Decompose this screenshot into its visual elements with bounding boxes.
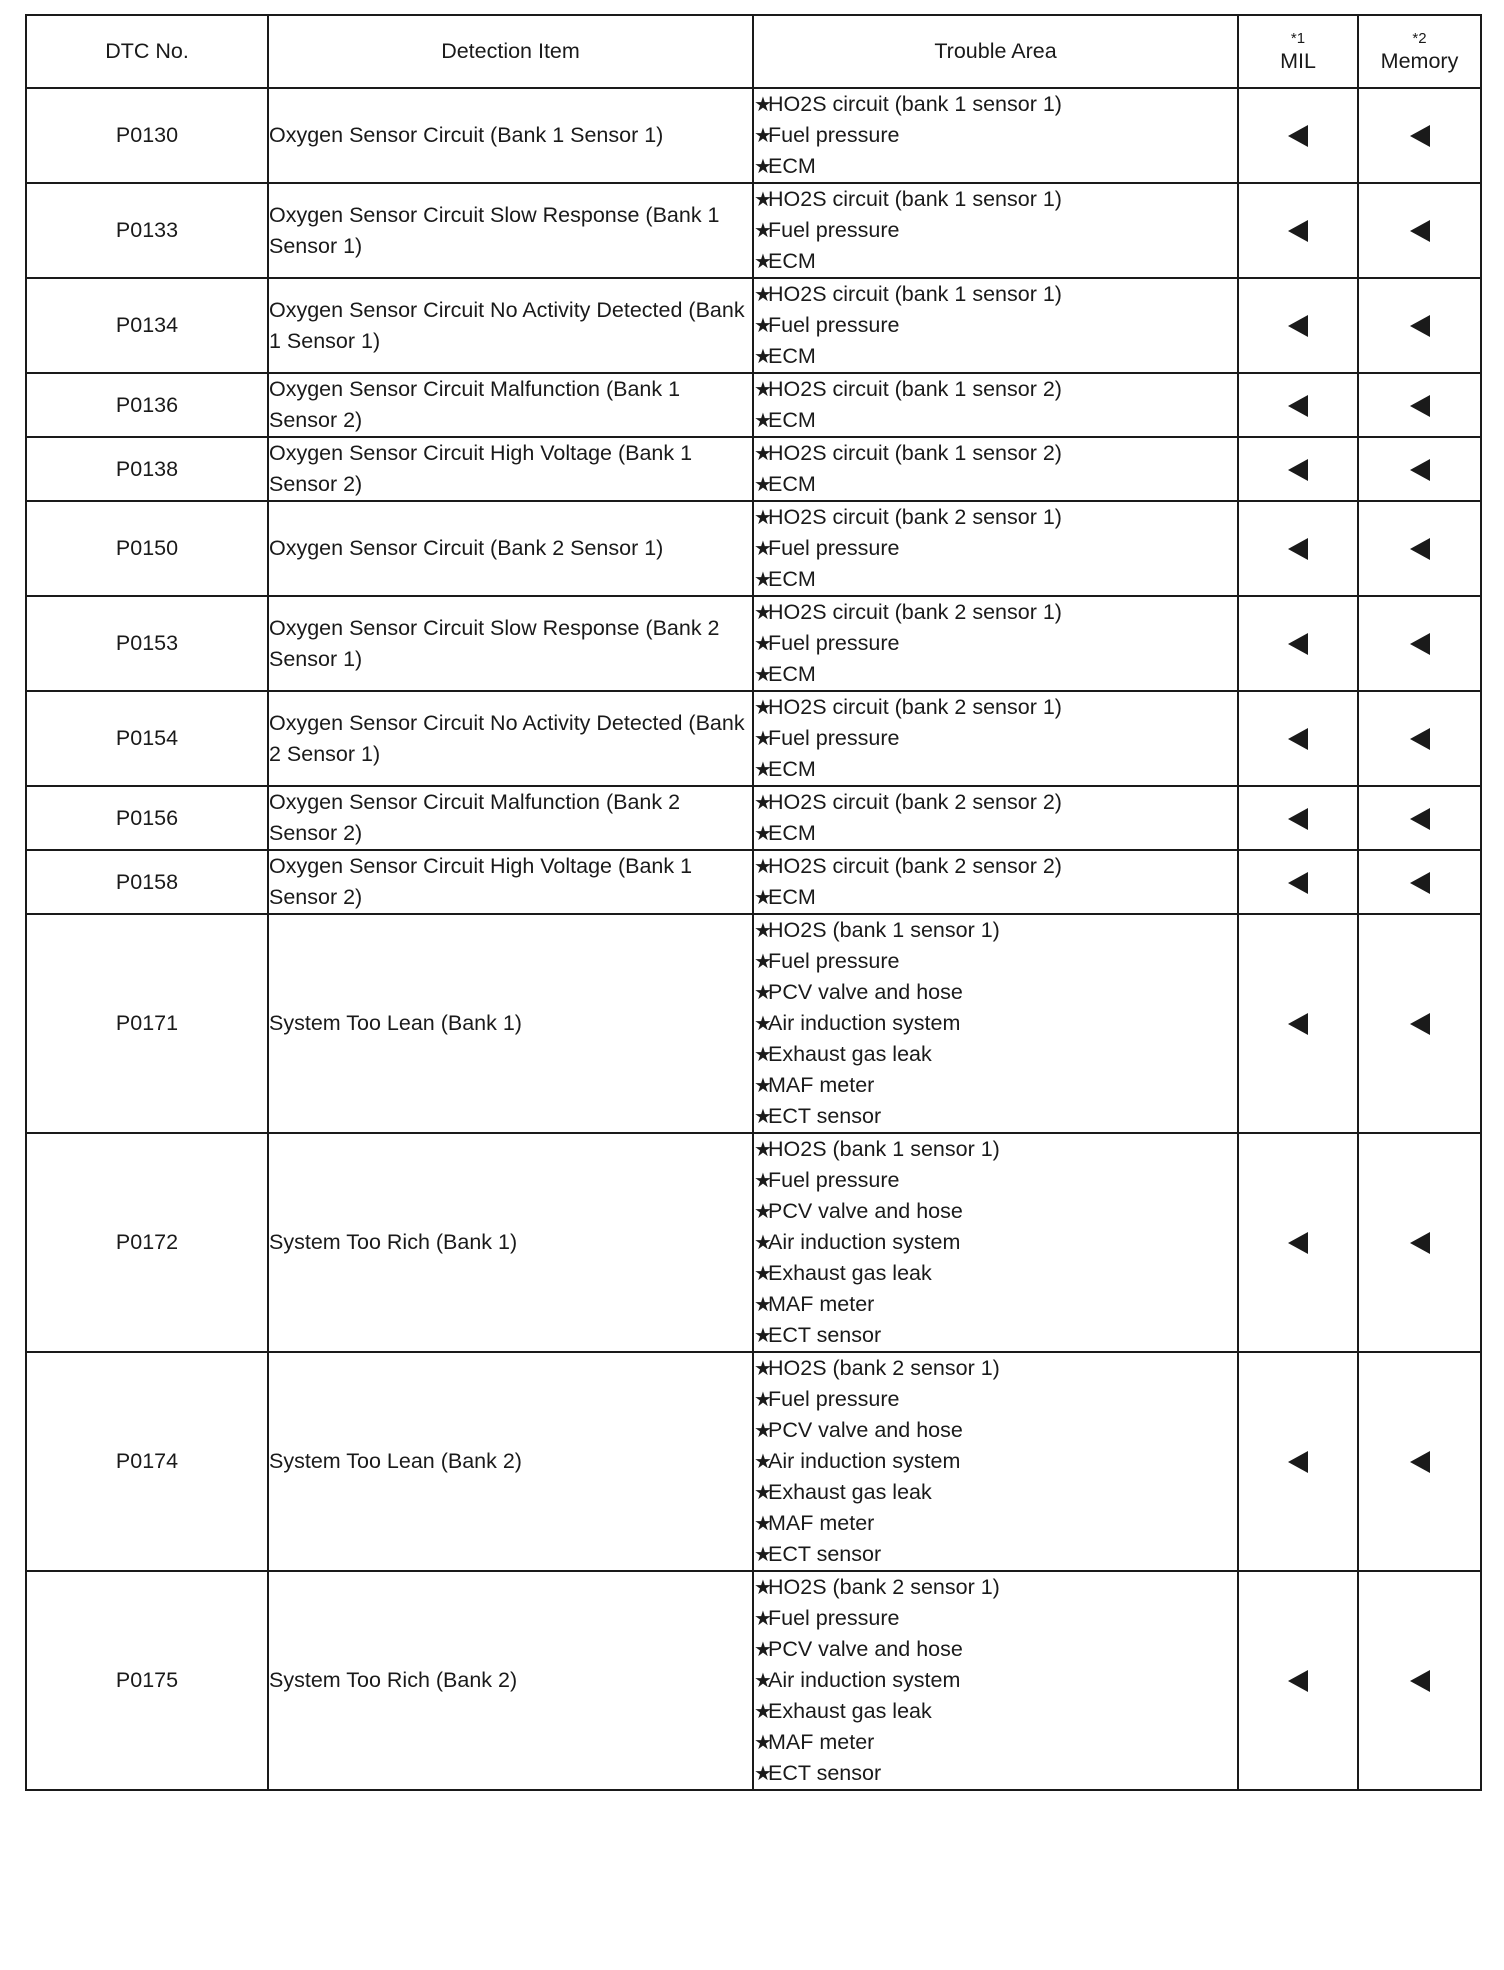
trouble-area-text: Fuel pressure: [768, 726, 900, 750]
trouble-area-item: [754, 754, 1237, 785]
star-bullet-icon: ★: [754, 569, 772, 591]
trouble-area-text: ECM: [768, 249, 816, 273]
left-triangle-icon: [1410, 1670, 1430, 1692]
trouble-area-item: [754, 1665, 1237, 1696]
trouble-area-item: [754, 1039, 1237, 1070]
star-bullet-icon: ★: [754, 1358, 772, 1380]
trouble-area-item: [754, 787, 1237, 818]
trouble-area-list: [753, 1133, 1238, 1352]
trouble-area-text: ECM: [768, 408, 816, 432]
detection-item: System Too Lean (Bank 2): [268, 1352, 753, 1571]
star-bullet-icon: ★: [754, 792, 772, 814]
mil-indicator: [1238, 914, 1358, 1133]
memory-indicator: [1358, 437, 1481, 501]
trouble-area-text: HO2S circuit (bank 1 sensor 2): [768, 441, 1062, 465]
header-trouble-area-label: Trouble Area: [934, 39, 1057, 63]
left-triangle-icon: [1410, 633, 1430, 655]
table-row: [26, 278, 1481, 373]
memory-indicator: [1358, 786, 1481, 850]
star-bullet-icon: ★: [754, 410, 772, 432]
memory-indicator: [1358, 596, 1481, 691]
trouble-area-item: [754, 1070, 1237, 1101]
trouble-area-item: [754, 1415, 1237, 1446]
trouble-area-text: HO2S circuit (bank 1 sensor 1): [768, 92, 1062, 116]
trouble-area-item: [754, 502, 1237, 533]
trouble-area-text: PCV valve and hose: [768, 1199, 963, 1223]
trouble-area-text: Fuel pressure: [768, 1387, 900, 1411]
star-bullet-icon: ★: [754, 507, 772, 529]
star-bullet-icon: ★: [754, 982, 772, 1004]
trouble-area-text: Exhaust gas leak: [768, 1480, 932, 1504]
left-triangle-icon: [1410, 459, 1430, 481]
trouble-area-item: [754, 1353, 1237, 1384]
star-bullet-icon: ★: [754, 1389, 772, 1411]
star-bullet-icon: ★: [754, 474, 772, 496]
trouble-area-text: ECM: [768, 662, 816, 686]
star-bullet-icon: ★: [754, 1106, 772, 1128]
trouble-area-item: [754, 279, 1237, 310]
left-triangle-icon: [1410, 1232, 1430, 1254]
trouble-area-item: [754, 1696, 1237, 1727]
trouble-area-text: MAF meter: [768, 1511, 875, 1535]
table-row: [26, 914, 1481, 1133]
trouble-area-item: [754, 1165, 1237, 1196]
star-bullet-icon: ★: [754, 189, 772, 211]
trouble-area-item: [754, 628, 1237, 659]
star-bullet-icon: ★: [754, 379, 772, 401]
mil-indicator: [1238, 1352, 1358, 1571]
trouble-area-item: [754, 851, 1237, 882]
table-row: [26, 786, 1481, 850]
trouble-area-item: [754, 1446, 1237, 1477]
star-bullet-icon: ★: [754, 602, 772, 624]
table-row: [26, 691, 1481, 786]
left-triangle-icon: [1288, 459, 1308, 481]
trouble-area-text: MAF meter: [768, 1730, 875, 1754]
memory-indicator: [1358, 278, 1481, 373]
star-bullet-icon: ★: [754, 443, 772, 465]
memory-indicator: [1358, 373, 1481, 437]
left-triangle-icon: [1288, 728, 1308, 750]
trouble-area-text: Fuel pressure: [768, 631, 900, 655]
trouble-area-text: ECM: [768, 472, 816, 496]
trouble-area-text: HO2S (bank 2 sensor 1): [768, 1575, 1000, 1599]
star-bullet-icon: ★: [754, 856, 772, 878]
trouble-area-text: HO2S circuit (bank 2 sensor 1): [768, 505, 1062, 529]
dtc-code: P0172: [26, 1133, 268, 1352]
trouble-area-item: [754, 310, 1237, 341]
trouble-area-list: [753, 596, 1238, 691]
header-detection-item: [268, 15, 753, 88]
trouble-area-item: [754, 1384, 1237, 1415]
star-bullet-icon: ★: [754, 315, 772, 337]
memory-indicator: [1358, 88, 1481, 183]
table-row: [26, 501, 1481, 596]
star-bullet-icon: ★: [754, 1701, 772, 1723]
trouble-area-text: PCV valve and hose: [768, 980, 963, 1004]
trouble-area-text: Air induction system: [768, 1668, 961, 1692]
trouble-area-text: Fuel pressure: [768, 123, 900, 147]
star-bullet-icon: ★: [754, 633, 772, 655]
star-bullet-icon: ★: [754, 156, 772, 178]
dtc-code: P0153: [26, 596, 268, 691]
trouble-area-list: [753, 914, 1238, 1133]
trouble-area-item: [754, 1320, 1237, 1351]
star-bullet-icon: ★: [754, 823, 772, 845]
trouble-area-text: Fuel pressure: [768, 1168, 900, 1192]
trouble-area-text: HO2S circuit (bank 1 sensor 1): [768, 282, 1062, 306]
trouble-area-text: Air induction system: [768, 1011, 961, 1035]
left-triangle-icon: [1410, 1451, 1430, 1473]
mil-indicator: [1238, 437, 1358, 501]
trouble-area-list: [753, 437, 1238, 501]
dtc-code: P0134: [26, 278, 268, 373]
star-bullet-icon: ★: [754, 1544, 772, 1566]
trouble-area-text: Exhaust gas leak: [768, 1261, 932, 1285]
trouble-area-item: [754, 374, 1237, 405]
trouble-area-item: [754, 469, 1237, 500]
table-row: [26, 596, 1481, 691]
mil-indicator: [1238, 786, 1358, 850]
dtc-code: P0133: [26, 183, 268, 278]
trouble-area-text: MAF meter: [768, 1292, 875, 1316]
table-row: [26, 1571, 1481, 1790]
detection-item: Oxygen Sensor Circuit (Bank 2 Sensor 1): [268, 501, 753, 596]
header-dtc-no-label: DTC No.: [105, 39, 189, 63]
mil-indicator: [1238, 183, 1358, 278]
mil-indicator: [1238, 1133, 1358, 1352]
mil-indicator: [1238, 850, 1358, 914]
dtc-code: P0158: [26, 850, 268, 914]
detection-item: Oxygen Sensor Circuit (Bank 1 Sensor 1): [268, 88, 753, 183]
trouble-area-list: [753, 183, 1238, 278]
memory-indicator: [1358, 1133, 1481, 1352]
dtc-code: P0171: [26, 914, 268, 1133]
trouble-area-item: [754, 1539, 1237, 1570]
left-triangle-icon: [1410, 220, 1430, 242]
trouble-area-text: Fuel pressure: [768, 313, 900, 337]
trouble-area-item: [754, 723, 1237, 754]
left-triangle-icon: [1410, 125, 1430, 147]
left-triangle-icon: [1288, 872, 1308, 894]
trouble-area-text: ECT sensor: [768, 1542, 882, 1566]
trouble-area-item: [754, 564, 1237, 595]
detection-item: Oxygen Sensor Circuit No Activity Detected (Bank 2 Sensor 1): [268, 691, 753, 786]
trouble-area-item: [754, 915, 1237, 946]
star-bullet-icon: ★: [754, 697, 772, 719]
left-triangle-icon: [1288, 1451, 1308, 1473]
dtc-code: P0175: [26, 1571, 268, 1790]
trouble-area-item: [754, 215, 1237, 246]
trouble-area-item: [754, 1758, 1237, 1789]
trouble-area-item: [754, 1101, 1237, 1132]
trouble-area-list: [753, 691, 1238, 786]
star-bullet-icon: ★: [754, 251, 772, 273]
mil-indicator: [1238, 88, 1358, 183]
star-bullet-icon: ★: [754, 1482, 772, 1504]
left-triangle-icon: [1410, 728, 1430, 750]
header-memory: [1358, 15, 1481, 88]
trouble-area-text: HO2S circuit (bank 2 sensor 1): [768, 600, 1062, 624]
trouble-area-text: Air induction system: [768, 1449, 961, 1473]
trouble-area-item: [754, 1134, 1237, 1165]
dtc-code: P0156: [26, 786, 268, 850]
detection-item: Oxygen Sensor Circuit No Activity Detected (Bank 1 Sensor 1): [268, 278, 753, 373]
star-bullet-icon: ★: [754, 1294, 772, 1316]
star-bullet-icon: ★: [754, 1170, 772, 1192]
star-bullet-icon: ★: [754, 220, 772, 242]
left-triangle-icon: [1288, 1013, 1308, 1035]
memory-indicator: [1358, 501, 1481, 596]
trouble-area-list: [753, 1352, 1238, 1571]
memory-indicator: [1358, 914, 1481, 1133]
dtc-table: [25, 14, 1482, 1791]
mil-indicator: [1238, 691, 1358, 786]
detection-item: Oxygen Sensor Circuit Slow Response (Bank 1 Sensor 1): [268, 183, 753, 278]
left-triangle-icon: [1288, 1670, 1308, 1692]
trouble-area-text: HO2S circuit (bank 2 sensor 2): [768, 854, 1062, 878]
trouble-area-text: PCV valve and hose: [768, 1418, 963, 1442]
trouble-area-item: [754, 1227, 1237, 1258]
trouble-area-item: [754, 151, 1237, 182]
star-bullet-icon: ★: [754, 1232, 772, 1254]
memory-indicator: [1358, 850, 1481, 914]
star-bullet-icon: ★: [754, 1013, 772, 1035]
left-triangle-icon: [1410, 1013, 1430, 1035]
trouble-area-list: [753, 88, 1238, 183]
star-bullet-icon: ★: [754, 728, 772, 750]
trouble-area-text: MAF meter: [768, 1073, 875, 1097]
table-row: [26, 1352, 1481, 1571]
trouble-area-item: [754, 89, 1237, 120]
trouble-area-list: [753, 850, 1238, 914]
mil-label: MIL: [1280, 48, 1316, 73]
trouble-area-text: ECT sensor: [768, 1323, 882, 1347]
left-triangle-icon: [1288, 1232, 1308, 1254]
star-bullet-icon: ★: [754, 94, 772, 116]
trouble-area-text: ECM: [768, 821, 816, 845]
detection-item: Oxygen Sensor Circuit High Voltage (Bank 1 Sensor 2): [268, 850, 753, 914]
trouble-area-item: [754, 882, 1237, 913]
trouble-area-text: ECT sensor: [768, 1761, 882, 1785]
dtc-code: P0154: [26, 691, 268, 786]
trouble-area-text: HO2S (bank 2 sensor 1): [768, 1356, 1000, 1380]
star-bullet-icon: ★: [754, 1608, 772, 1630]
trouble-area-text: Exhaust gas leak: [768, 1699, 932, 1723]
star-bullet-icon: ★: [754, 1763, 772, 1785]
trouble-area-item: [754, 246, 1237, 277]
header-mil: [1238, 15, 1358, 88]
star-bullet-icon: ★: [754, 1451, 772, 1473]
left-triangle-icon: [1288, 538, 1308, 560]
detection-item: System Too Lean (Bank 1): [268, 914, 753, 1133]
trouble-area-text: ECM: [768, 757, 816, 781]
trouble-area-item: [754, 1289, 1237, 1320]
detection-item: System Too Rich (Bank 2): [268, 1571, 753, 1790]
star-bullet-icon: ★: [754, 1670, 772, 1692]
dtc-code: P0136: [26, 373, 268, 437]
star-bullet-icon: ★: [754, 759, 772, 781]
trouble-area-text: HO2S circuit (bank 2 sensor 2): [768, 790, 1062, 814]
trouble-area-text: HO2S circuit (bank 1 sensor 1): [768, 187, 1062, 211]
left-triangle-icon: [1288, 125, 1308, 147]
trouble-area-text: Exhaust gas leak: [768, 1042, 932, 1066]
left-triangle-icon: [1410, 315, 1430, 337]
star-bullet-icon: ★: [754, 1044, 772, 1066]
trouble-area-text: Fuel pressure: [768, 1606, 900, 1630]
trouble-area-item: [754, 1008, 1237, 1039]
trouble-area-text: HO2S (bank 1 sensor 1): [768, 1137, 1000, 1161]
memory-indicator: [1358, 1352, 1481, 1571]
star-bullet-icon: ★: [754, 1263, 772, 1285]
trouble-area-text: ECM: [768, 154, 816, 178]
star-bullet-icon: ★: [754, 887, 772, 909]
trouble-area-item: [754, 1258, 1237, 1289]
trouble-area-text: Fuel pressure: [768, 536, 900, 560]
trouble-area-item: [754, 597, 1237, 628]
trouble-area-text: Fuel pressure: [768, 218, 900, 242]
trouble-area-item: [754, 1603, 1237, 1634]
star-bullet-icon: ★: [754, 1201, 772, 1223]
detection-item: Oxygen Sensor Circuit High Voltage (Bank 1 Sensor 2): [268, 437, 753, 501]
star-bullet-icon: ★: [754, 1075, 772, 1097]
header-dtc-no: [26, 15, 268, 88]
dtc-code: P0150: [26, 501, 268, 596]
left-triangle-icon: [1288, 633, 1308, 655]
trouble-area-text: PCV valve and hose: [768, 1637, 963, 1661]
trouble-area-item: [754, 946, 1237, 977]
trouble-area-list: [753, 1571, 1238, 1790]
trouble-area-item: [754, 1477, 1237, 1508]
trouble-area-item: [754, 184, 1237, 215]
trouble-area-item: [754, 1572, 1237, 1603]
left-triangle-icon: [1288, 395, 1308, 417]
memory-label: Memory: [1380, 48, 1459, 73]
mil-footnote-marker: *1: [1290, 29, 1306, 47]
table-row: [26, 850, 1481, 914]
trouble-area-text: ECM: [768, 885, 816, 909]
detection-item: Oxygen Sensor Circuit Slow Response (Bank 2 Sensor 1): [268, 596, 753, 691]
trouble-area-list: [753, 501, 1238, 596]
trouble-area-item: [754, 405, 1237, 436]
star-bullet-icon: ★: [754, 538, 772, 560]
memory-indicator: [1358, 183, 1481, 278]
mil-indicator: [1238, 1571, 1358, 1790]
memory-indicator: [1358, 1571, 1481, 1790]
star-bullet-icon: ★: [754, 284, 772, 306]
table-row: [26, 88, 1481, 183]
table-row: [26, 183, 1481, 278]
mil-indicator: [1238, 501, 1358, 596]
star-bullet-icon: ★: [754, 1732, 772, 1754]
left-triangle-icon: [1288, 220, 1308, 242]
dtc-code: P0130: [26, 88, 268, 183]
trouble-area-item: [754, 659, 1237, 690]
trouble-area-text: HO2S circuit (bank 1 sensor 2): [768, 377, 1062, 401]
header-row: [26, 15, 1481, 88]
header-detection-item-label: Detection Item: [441, 39, 580, 63]
trouble-area-text: Air induction system: [768, 1230, 961, 1254]
trouble-area-item: [754, 1634, 1237, 1665]
detection-item: Oxygen Sensor Circuit Malfunction (Bank 1 Sensor 2): [268, 373, 753, 437]
star-bullet-icon: ★: [754, 1325, 772, 1347]
trouble-area-item: [754, 1508, 1237, 1539]
trouble-area-list: [753, 786, 1238, 850]
trouble-area-item: [754, 818, 1237, 849]
memory-indicator: [1358, 691, 1481, 786]
star-bullet-icon: ★: [754, 125, 772, 147]
header-trouble-area: [753, 15, 1238, 88]
star-bullet-icon: ★: [754, 1139, 772, 1161]
left-triangle-icon: [1288, 808, 1308, 830]
star-bullet-icon: ★: [754, 664, 772, 686]
left-triangle-icon: [1288, 315, 1308, 337]
trouble-area-text: ECT sensor: [768, 1104, 882, 1128]
dtc-code: P0138: [26, 437, 268, 501]
trouble-area-text: ECM: [768, 344, 816, 368]
detection-item: System Too Rich (Bank 1): [268, 1133, 753, 1352]
star-bullet-icon: ★: [754, 951, 772, 973]
star-bullet-icon: ★: [754, 1639, 772, 1661]
trouble-area-text: Fuel pressure: [768, 949, 900, 973]
trouble-area-item: [754, 692, 1237, 723]
trouble-area-item: [754, 533, 1237, 564]
mil-indicator: [1238, 278, 1358, 373]
table-row: [26, 373, 1481, 437]
star-bullet-icon: ★: [754, 1577, 772, 1599]
left-triangle-icon: [1410, 872, 1430, 894]
left-triangle-icon: [1410, 808, 1430, 830]
trouble-area-list: [753, 278, 1238, 373]
dtc-code: P0174: [26, 1352, 268, 1571]
table-row: [26, 437, 1481, 501]
trouble-area-text: ECM: [768, 567, 816, 591]
star-bullet-icon: ★: [754, 1513, 772, 1535]
trouble-area-list: [753, 373, 1238, 437]
left-triangle-icon: [1410, 395, 1430, 417]
star-bullet-icon: ★: [754, 1420, 772, 1442]
star-bullet-icon: ★: [754, 920, 772, 942]
trouble-area-text: HO2S (bank 1 sensor 1): [768, 918, 1000, 942]
mil-indicator: [1238, 373, 1358, 437]
dtc-table-body: [26, 88, 1481, 1790]
table-row: [26, 1133, 1481, 1352]
trouble-area-item: [754, 1727, 1237, 1758]
detection-item: Oxygen Sensor Circuit Malfunction (Bank 2 Sensor 2): [268, 786, 753, 850]
trouble-area-item: [754, 1196, 1237, 1227]
left-triangle-icon: [1410, 538, 1430, 560]
trouble-area-text: HO2S circuit (bank 2 sensor 1): [768, 695, 1062, 719]
mil-indicator: [1238, 596, 1358, 691]
trouble-area-item: [754, 438, 1237, 469]
star-bullet-icon: ★: [754, 346, 772, 368]
memory-footnote-marker: *2: [1412, 29, 1427, 47]
trouble-area-item: [754, 341, 1237, 372]
trouble-area-item: [754, 120, 1237, 151]
trouble-area-item: [754, 977, 1237, 1008]
